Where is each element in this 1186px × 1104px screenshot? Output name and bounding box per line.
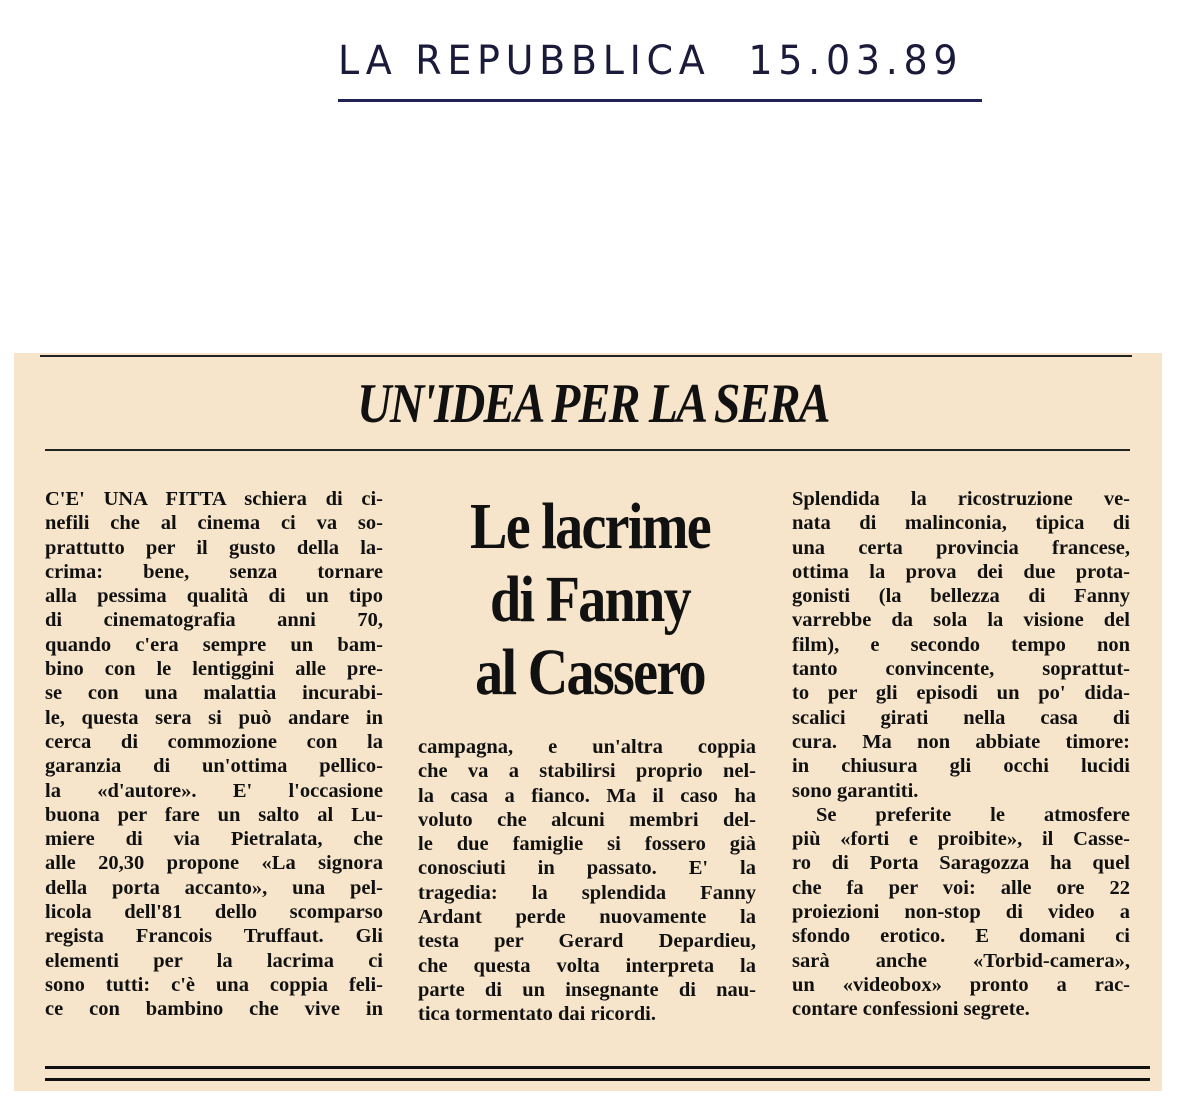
article-line: C'E' UNA FITTA schiera di ci- <box>45 488 383 510</box>
article-line: regista Francois Truffaut. Gli <box>45 925 383 948</box>
article-line: licola dell'81 dello scomparso <box>45 901 383 924</box>
article-line: elementi per la lacrima ci <box>45 949 383 972</box>
article-line: alla pessima qualità di un tipo <box>45 585 383 608</box>
article-line: scalici girati nella casa di <box>792 706 1130 729</box>
article-line: bino con le lentiggini alle pre- <box>45 658 383 681</box>
article-line: più «forti e proibite», il Casse- <box>792 828 1130 851</box>
headline-line: Le lacrime <box>469 490 710 563</box>
article-line: che fa per voi: alle ore 22 <box>792 876 1130 899</box>
article-line: ce con bambino che vive in <box>45 998 383 1021</box>
article-line: contare confessioni segrete. <box>792 998 1030 1021</box>
article-line: in chiusura gli occhi lucidi <box>792 755 1130 778</box>
article-line: film), e secondo tempo non <box>792 633 1130 656</box>
article-column-3 <box>792 487 1130 1022</box>
handwritten-annotation <box>338 38 964 94</box>
article-line: Ardant perde nuovamente la <box>418 906 756 929</box>
article-line: garanzia di un'ottima pellico- <box>45 755 383 778</box>
article-line: le, questa sera si può andare in <box>45 706 383 729</box>
kicker-rule <box>45 449 1130 451</box>
article-line: nefili che al cinema ci va so- <box>45 512 383 535</box>
article-line: ottima la prova dei due prota- <box>792 560 1130 583</box>
article-line: di cinematografia anni 70, <box>45 609 383 632</box>
article-line: che va a stabilirsi proprio nel- <box>418 760 756 783</box>
article-line: buona per fare un salto al Lu- <box>45 803 383 826</box>
article-line: gonisti (la bellezza di Fanny <box>792 585 1130 608</box>
article-line: crima: bene, senza tornare <box>45 560 383 583</box>
top-rule <box>40 355 1132 357</box>
article-line: le due famiglie si fossero già <box>418 833 756 856</box>
article-line: sarà anche «Torbid-camera», <box>792 949 1130 972</box>
annotation-underline <box>338 99 982 102</box>
article-line: tanto convincente, soprattut- <box>792 658 1130 681</box>
article-line: un «videobox» pronto a rac- <box>792 973 1130 996</box>
article-line: testa per Gerard Depardieu, <box>418 930 756 953</box>
article-line: voluto che alcuni membri del- <box>418 808 756 831</box>
headline <box>400 490 780 709</box>
article-line: una certa provincia francese, <box>792 536 1130 559</box>
article-line: cerca di commozione con la <box>45 730 383 753</box>
article-line: ro di Porta Saragozza ha quel <box>792 852 1130 875</box>
article-line: tica tormentato dai ricordi. <box>418 1003 656 1026</box>
article-column-1 <box>45 487 383 1022</box>
article-line: conosciuti in passato. E' la <box>418 857 756 880</box>
article-line: sono tutti: c'è una coppia feli- <box>45 973 383 996</box>
article-line: la «d'autore». E' l'occasione <box>45 779 383 802</box>
article-line: della porta accanto», una pel- <box>45 876 383 899</box>
clipping-date: 15.03.89 <box>748 38 964 84</box>
article-line: prattutto per il gusto della la- <box>45 536 383 559</box>
article-line: Splendida la ricostruzione ve- <box>792 488 1130 510</box>
article-line: parte di un insegnante di nau- <box>418 978 756 1001</box>
article-line: campagna, e un'altra coppia <box>418 736 756 758</box>
article-line: quando c'era sempre un bam- <box>45 633 383 656</box>
headline-line: al Cassero <box>475 636 705 709</box>
article-column-2 <box>418 735 756 1027</box>
article-line: che questa volta interpreta la <box>418 954 756 977</box>
article-line: alle 20,30 propone «La signora <box>45 852 383 875</box>
article-line: miere di via Pietralata, che <box>45 828 383 851</box>
bottom-rule <box>45 1078 1150 1081</box>
article-line: cura. Ma non abbiate timore: <box>792 730 1130 753</box>
article-line: proiezioni non-stop di video a <box>792 901 1130 924</box>
headline-line: di Fanny <box>490 563 690 636</box>
article-line: to per gli episodi un po' dida- <box>792 682 1130 705</box>
article-line: tragedia: la splendida Fanny <box>418 881 756 904</box>
article-line: sfondo erotico. E domani ci <box>792 925 1130 948</box>
article-line: Se preferite le atmosfere <box>816 803 1130 826</box>
article-line: varrebbe da sola la visione del <box>792 609 1130 632</box>
newspaper-name: LA REPUBBLICA <box>338 38 711 84</box>
article-line: la casa a fianco. Ma il caso ha <box>418 784 756 807</box>
section-kicker: UN'IDEA PER LA SERA <box>357 373 829 435</box>
article-line: sono garantiti. <box>792 779 919 802</box>
article-line: se con una malattia incurabi- <box>45 682 383 705</box>
bottom-rule <box>45 1066 1150 1069</box>
article-line: nata di malinconia, tipica di <box>792 512 1130 535</box>
